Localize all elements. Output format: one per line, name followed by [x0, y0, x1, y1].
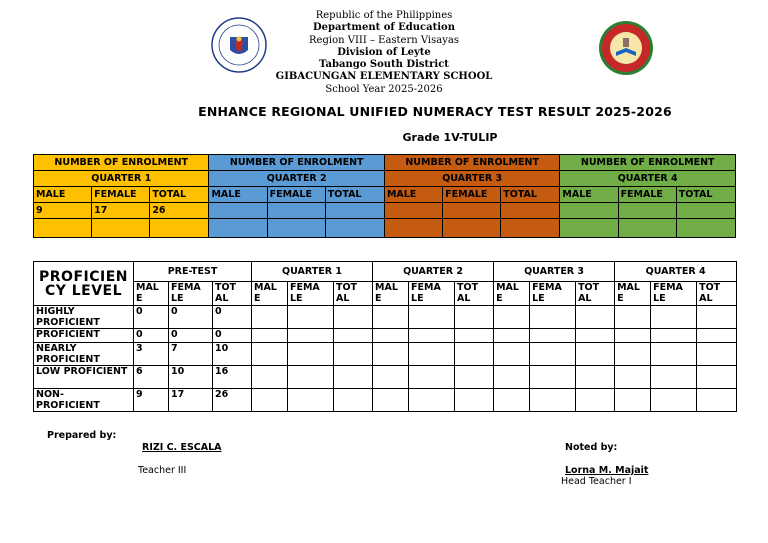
level-label: HIGHLY PROFICIENT — [34, 306, 134, 329]
pretest-cell: 0 — [213, 329, 252, 343]
quarter-header: QUARTER 4 — [560, 171, 736, 187]
noter-title: Head Teacher I — [561, 476, 632, 487]
empty-cell — [576, 343, 615, 366]
quarter-header: QUARTER 3 — [384, 171, 559, 187]
col-header: MALE — [209, 187, 267, 203]
empty-cell — [455, 306, 494, 329]
letterhead-line: Department of Education — [313, 22, 455, 34]
pretest-cell: 17 — [169, 389, 213, 412]
pretest-cell: 0 — [169, 329, 213, 343]
empty-cell — [494, 343, 530, 366]
empty-cell — [455, 366, 494, 389]
enrolment-header: NUMBER OF ENROLMENT — [384, 155, 559, 171]
group-header: QUARTER 3 — [494, 262, 615, 282]
preparer-name: RIZI C. ESCALA — [142, 442, 222, 453]
pretest-cell: 3 — [134, 343, 169, 366]
empty-cell — [615, 366, 651, 389]
sub-header: TOT AL — [213, 282, 252, 306]
enrolment-cell — [618, 219, 676, 238]
enrolment-cell — [209, 219, 267, 238]
letterhead-line: Republic of the Philippines — [315, 10, 453, 21]
group-header: QUARTER 1 — [252, 262, 373, 282]
enrolment-cell: 17 — [92, 203, 150, 219]
empty-cell — [615, 306, 651, 329]
empty-cell — [252, 366, 288, 389]
enrolment-table — [33, 154, 736, 238]
empty-cell — [334, 306, 373, 329]
pretest-cell: 9 — [134, 389, 169, 412]
empty-cell — [373, 343, 409, 366]
empty-cell — [697, 366, 737, 389]
sub-header: MAL E — [134, 282, 169, 306]
empty-cell — [334, 389, 373, 412]
sub-header: TOT AL — [455, 282, 494, 306]
empty-cell — [530, 329, 576, 343]
letterhead-line: Tabango South District — [319, 59, 449, 71]
empty-cell — [530, 343, 576, 366]
enrolment-cell — [560, 219, 618, 238]
empty-cell — [373, 366, 409, 389]
empty-cell — [576, 366, 615, 389]
enrolment-cell — [443, 203, 501, 219]
empty-cell — [651, 329, 697, 343]
sub-header: FEMA LE — [409, 282, 455, 306]
empty-cell — [615, 389, 651, 412]
sub-header: FEMA LE — [288, 282, 334, 306]
letterhead-line: School Year 2025-2026 — [325, 83, 443, 95]
pretest-cell: 10 — [169, 366, 213, 389]
col-header: TOTAL — [501, 187, 560, 203]
sub-header: FEMA LE — [651, 282, 697, 306]
empty-cell — [530, 389, 576, 412]
col-header: MALE — [560, 187, 618, 203]
sub-header: FEMA LE — [530, 282, 576, 306]
enrolment-cell — [676, 219, 735, 238]
level-header: PROFICIEN CY LEVEL — [34, 262, 134, 306]
empty-cell — [651, 389, 697, 412]
enrolment-cell — [618, 203, 676, 219]
empty-cell — [494, 329, 530, 343]
empty-cell — [288, 343, 334, 366]
empty-cell — [252, 329, 288, 343]
empty-cell — [334, 366, 373, 389]
group-header: QUARTER 2 — [373, 262, 494, 282]
sub-header: MAL E — [615, 282, 651, 306]
table-row — [34, 329, 737, 343]
enrolment-cell — [325, 203, 384, 219]
empty-cell — [373, 389, 409, 412]
noter-name: Lorna M. Majait — [565, 465, 649, 476]
empty-cell — [409, 389, 455, 412]
table-row — [34, 366, 737, 389]
enrolment-cell — [501, 219, 560, 238]
empty-cell — [334, 343, 373, 366]
col-header: FEMALE — [92, 187, 150, 203]
empty-cell — [373, 329, 409, 343]
pretest-cell: 0 — [134, 329, 169, 343]
sub-header: FEMA LE — [169, 282, 213, 306]
table-row — [34, 343, 737, 366]
empty-cell — [455, 389, 494, 412]
col-header: FEMALE — [618, 187, 676, 203]
enrolment-cell — [209, 203, 267, 219]
empty-cell — [334, 329, 373, 343]
quarter-header: QUARTER 1 — [34, 171, 209, 187]
empty-cell — [288, 306, 334, 329]
quarter-header: QUARTER 2 — [209, 171, 384, 187]
enrolment-cell — [443, 219, 501, 238]
pretest-cell: 26 — [213, 389, 252, 412]
letterhead — [0, 10, 768, 96]
empty-cell — [697, 329, 737, 343]
pretest-cell: 10 — [213, 343, 252, 366]
level-label: PROFICIENT — [34, 329, 134, 343]
enrolment-cell — [267, 203, 325, 219]
col-header: TOTAL — [150, 187, 209, 203]
pretest-cell: 0 — [213, 306, 252, 329]
level-label: LOW PROFICIENT — [34, 366, 134, 389]
col-header: TOTAL — [676, 187, 735, 203]
col-header: MALE — [384, 187, 442, 203]
empty-cell — [288, 389, 334, 412]
col-header: FEMALE — [443, 187, 501, 203]
empty-cell — [494, 366, 530, 389]
empty-cell — [252, 306, 288, 329]
empty-cell — [530, 366, 576, 389]
sub-header: TOT AL — [334, 282, 373, 306]
empty-cell — [373, 306, 409, 329]
empty-cell — [615, 343, 651, 366]
empty-cell — [409, 329, 455, 343]
sub-header: MAL E — [373, 282, 409, 306]
level-label: NON- PROFICIENT — [34, 389, 134, 412]
sub-header: MAL E — [252, 282, 288, 306]
pretest-cell: 0 — [169, 306, 213, 329]
enrolment-cell — [501, 203, 560, 219]
empty-cell — [530, 306, 576, 329]
preparer-title: Teacher III — [138, 465, 187, 476]
empty-cell — [697, 306, 737, 329]
prepared-by-label: Prepared by: — [47, 430, 117, 441]
empty-cell — [455, 329, 494, 343]
col-header: FEMALE — [267, 187, 325, 203]
enrolment-cell — [92, 219, 150, 238]
enrolment-cell — [384, 203, 442, 219]
enrolment-cell — [676, 203, 735, 219]
empty-cell — [409, 306, 455, 329]
empty-cell — [288, 329, 334, 343]
report-title: ENHANCE REGIONAL UNIFIED NUMERACY TEST RESULT 2025-2026 — [198, 104, 672, 119]
empty-cell — [697, 389, 737, 412]
letterhead-line: Division of Leyte — [337, 46, 431, 58]
empty-cell — [651, 306, 697, 329]
pretest-cell: 16 — [213, 366, 252, 389]
empty-cell — [651, 343, 697, 366]
empty-cell — [252, 343, 288, 366]
letterhead-line: Region VIII – Eastern Visayas — [309, 34, 459, 46]
empty-cell — [409, 366, 455, 389]
enrolment-cell — [267, 219, 325, 238]
enrolment-cell — [34, 219, 92, 238]
empty-cell — [576, 389, 615, 412]
table-row — [34, 306, 737, 329]
pretest-cell: 0 — [134, 306, 169, 329]
enrolment-cell: 26 — [150, 203, 209, 219]
noted-by-label: Noted by: — [565, 442, 618, 453]
empty-cell — [697, 343, 737, 366]
empty-cell — [576, 329, 615, 343]
empty-cell — [615, 329, 651, 343]
grade-section: Grade 1V-TULIP — [402, 131, 498, 144]
empty-cell — [288, 366, 334, 389]
col-header: MALE — [34, 187, 92, 203]
empty-cell — [494, 306, 530, 329]
empty-cell — [252, 389, 288, 412]
pretest-cell: 6 — [134, 366, 169, 389]
empty-cell — [494, 389, 530, 412]
enrolment-cell — [384, 219, 442, 238]
sub-header: MAL E — [494, 282, 530, 306]
col-header: TOTAL — [325, 187, 384, 203]
enrolment-header: NUMBER OF ENROLMENT — [34, 155, 209, 171]
enrolment-cell — [150, 219, 209, 238]
sub-header: TOT AL — [576, 282, 615, 306]
empty-cell — [455, 343, 494, 366]
pretest-cell: 7 — [169, 343, 213, 366]
group-header: QUARTER 4 — [615, 262, 737, 282]
enrolment-header: NUMBER OF ENROLMENT — [560, 155, 736, 171]
table-row — [34, 389, 737, 412]
enrolment-cell: 9 — [34, 203, 92, 219]
level-label: NEARLY PROFICIENT — [34, 343, 134, 366]
sub-header: TOT AL — [697, 282, 737, 306]
empty-cell — [651, 366, 697, 389]
enrolment-cell — [325, 219, 384, 238]
enrolment-header: NUMBER OF ENROLMENT — [209, 155, 384, 171]
proficiency-table — [33, 261, 737, 412]
letterhead-line: GIBACUNGAN ELEMENTARY SCHOOL — [275, 71, 493, 83]
empty-cell — [576, 306, 615, 329]
group-header: PRE-TEST — [134, 262, 252, 282]
empty-cell — [409, 343, 455, 366]
enrolment-cell — [560, 203, 618, 219]
